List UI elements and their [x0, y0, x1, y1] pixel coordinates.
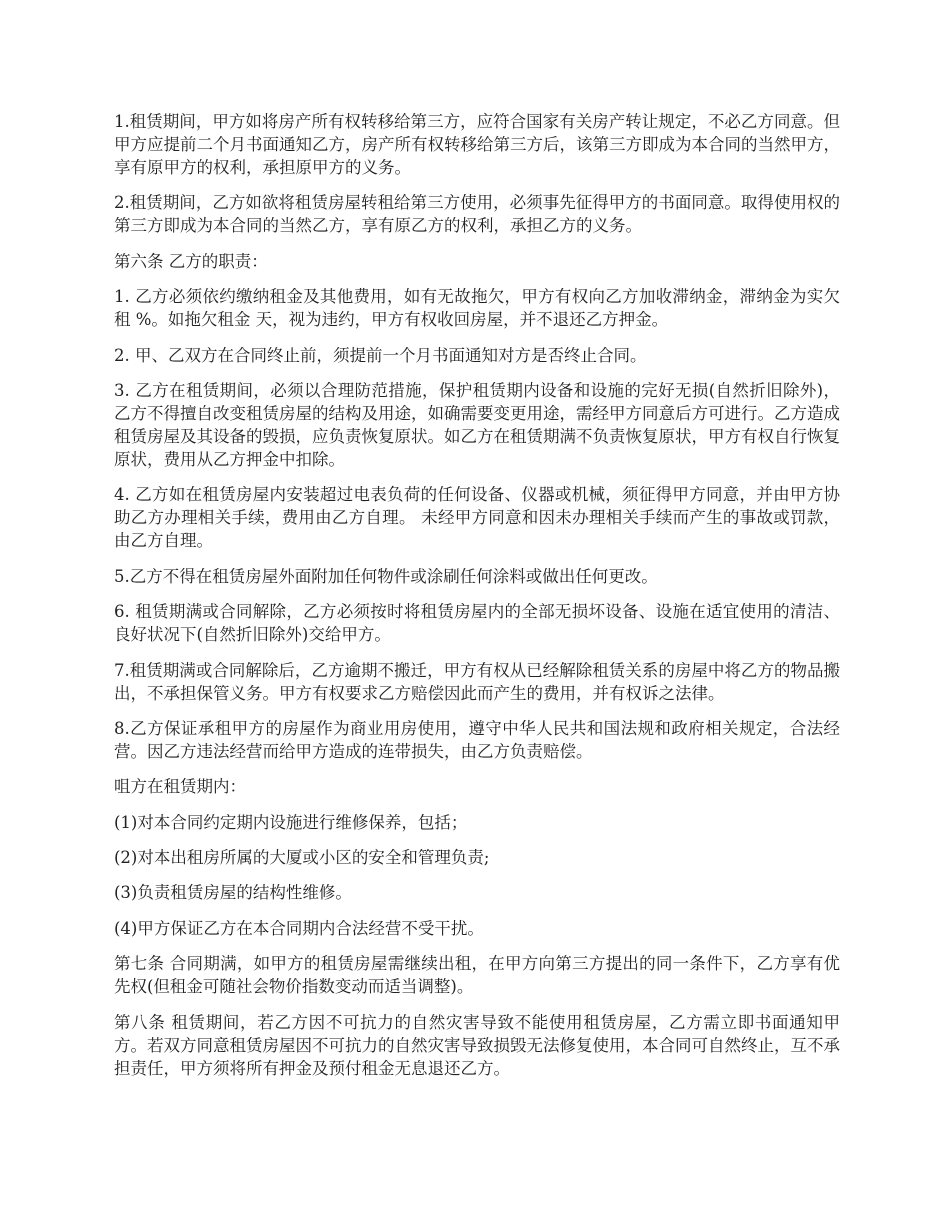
list-item-landlord-duty-1: (1)对本合同约定期内设施进行维修保养，包括；	[114, 812, 468, 832]
paragraph-overdue-vacating: 7.租赁期满或合同解除后，乙方逾期不搬迁，甲方有权从已经解除租赁关系的房屋中将乙方的物品搬出，不承担保管义务。甲方有权要求乙方赔偿因此而产生的费用，并有权诉之法律。	[114, 660, 840, 703]
list-item-landlord-duty-3: (3)负责租赁房屋的结构性维修。	[114, 883, 352, 903]
document-body	[114, 110, 840, 1092]
paragraph-article-8: 第八条 租赁期间，若乙方因不可抗力的自然灾害导致不能使用租赁房屋，乙方需立即书面通知甲方。若双方同意租赁房屋因不可抗力的自然灾害导致损毁无法修复使用，本合同可自然终止，互不承担责任，甲方须将所有押金及预付租金无息退还乙方。	[114, 1012, 840, 1078]
paragraph-sublease: 2.租赁期间，乙方如欲将租赁房屋转租给第三方使用，必须事先征得甲方的书面同意。取得使用权的第三方即成为本合同的当然乙方，享有原乙方的权利，承担乙方的义务。	[114, 193, 840, 236]
paragraph-maintenance-duty: 3. 乙方在租赁期间，必须以合理防范措施，保护租赁期内设备和设施的完好无损(自然折旧除外)，乙方不得擅自改变租赁房屋的结构及用途，如确需要变更用途，需经甲方同意后方可进行。乙方造成租赁房屋及其设备的毁损，应负责恢复原状。如乙方在租赁期满不负责恢复原状，甲方有权自行恢复原状，费用从乙方押金中扣除。	[114, 380, 840, 469]
paragraph-electrical-equipment: 4. 乙方如在租赁房屋内安装超过电表负荷的任何设备、仪器或机械，须征得甲方同意，并由甲方协助乙方办理相关手续，费用由乙方自理。 未经甲方同意和因未办理相关手续而产生的事故或罚款，由乙方自理。	[114, 485, 840, 551]
paragraph-exterior-modification: 5.乙方不得在租赁房屋外面附加任何物件或涂刷任何涂料或做出任何更改。	[114, 566, 658, 586]
list-item-landlord-duty-2: (2)对本出租房所属的大厦或小区的安全和管理负责;	[114, 848, 490, 868]
paragraph-termination-notice: 2. 甲、乙双方在合同终止前，须提前一个月书面通知对方是否终止合同。	[114, 345, 647, 365]
section-heading-landlord-duties: 咀方在租赁期内：	[114, 777, 246, 797]
paragraph-article-7: 第七条 合同期满，如甲方的租赁房屋需继续出租，在甲方向第三方提出的同一条件下，乙方享有优先权(但租金可随社会物价指数变动而适当调整)。	[114, 954, 840, 997]
paragraph-return-premises: 6. 租赁期满或合同解除，乙方必须按时将租赁房屋内的全部无损坏设备、设施在适宜使用的清洁、良好状况下(自然折旧除外)交给甲方。	[114, 602, 840, 645]
section-heading-article-6: 第六条 乙方的职责：	[114, 251, 268, 271]
paragraph-transfer-ownership: 1.租赁期间，甲方如将房产所有权转移给第三方，应符合国家有关房产转让规定，不必乙方同意。但甲方应提前二个月书面通知乙方，房产所有权转移给第三方后，该第三方即成为本合同的当然甲方，享有原甲方的权利，承担原甲方的义务。	[114, 112, 840, 177]
list-item-landlord-duty-4: (4)甲方保证乙方在本合同期内合法经营不受干扰。	[114, 918, 484, 938]
paragraph-rent-payment: 1. 乙方必须依约缴纳租金及其他费用，如有无故拖欠，甲方有权向乙方加收滞纳金，滞纳金为实欠租 %。如拖欠租金 天，视为违约，甲方有权收回房屋，并不退还乙方押金。	[114, 287, 840, 330]
paragraph-commercial-use: 8.乙方保证承租甲方的房屋作为商业用房使用，遵守中华人民共和国法规和政府相关规定，合法经营。因乙方违法经营而给甲方造成的连带损失，由乙方负责赔偿。	[114, 718, 840, 761]
